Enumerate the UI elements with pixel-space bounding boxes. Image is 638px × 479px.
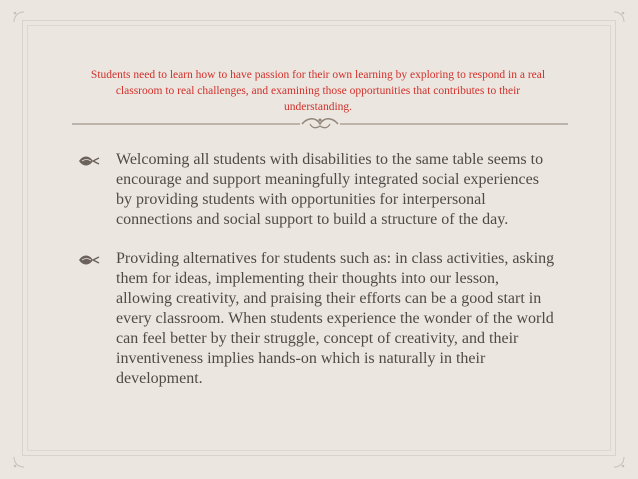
ornamental-divider-icon xyxy=(72,115,568,131)
corner-ornament-bottom-left-icon xyxy=(12,455,26,469)
bullet-item xyxy=(78,150,558,230)
leaf-bullet-icon xyxy=(78,154,100,168)
bullet-list xyxy=(78,150,558,408)
bullet-item xyxy=(78,249,558,389)
corner-ornament-top-right-icon xyxy=(612,10,626,24)
corner-ornament-top-left-icon xyxy=(12,10,26,24)
slide-title: Students need to learn how to have passion for their own learning by exploring to respond in a real classroom to real challenges, and examining those opportunities that contributes to their understanding. xyxy=(90,69,546,113)
bullet-text: Providing alternatives for students such as: in class activities, asking them for ideas, implementing their thoughts into our lesson, allowing creativity, and praising their efforts can be a good start in every classroom. When students experience the wonder of the world can feel better by their struggle, concept of creativity, and their inventiveness implies hands-on which is naturally in their development. xyxy=(116,250,555,387)
corner-ornament-bottom-right-icon xyxy=(612,455,626,469)
bullet-text: Welcoming all students with disabilities to the same table seems to encourage and support meaningfully integrated social experiences by providing students with opportunities for interpersonal connections and social support to build a structure of the day. xyxy=(116,151,544,228)
leaf-bullet-icon xyxy=(78,253,100,267)
